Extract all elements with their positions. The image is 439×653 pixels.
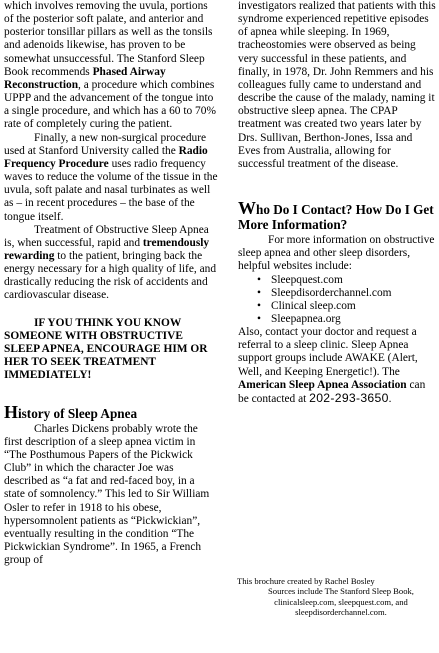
contact-intro: For more information on obstructive sleep apnea and other sleep disorders, helpful websites include: [238,234,435,273]
website-item: • Sleepapnea.org [257,313,437,326]
callout-text: IF YOU THINK YOU KNOW SOMEONE WITH OBSTRUCTIVE SLEEP APNEA, ENCOURAGE HIM OR HER TO SEEK TREATMENT IMMEDIATELY! [4,316,208,382]
history-continued-paragraph: investigators realized that patients with this syndrome experienced repetitive episodes of apnea while sleeping. In 1969, tracheostomies were observed as being very successful in these patients, and finally, in 1978, Dr. John Remmers and his colleagues fully came to understand and describe the cause of the malady, naming it obstructive sleep apnea. The CPAP treatment was created two years later by Drs. Sullivan, Berthon-Jones, Issa and Eves from Australia, allowing for successful treatment of the disease. [238,0,436,170]
brochure-credits [237,576,437,618]
history-heading [4,401,218,422]
treatment-text: to the patient, bringing back the energy necessary for a high quality of life, and drastically reducing the risk of accidents and cardiovascular disease. [4,249,217,302]
website-item: • Clinical sleep.com [257,300,437,313]
website-list [238,274,437,327]
rf-intro: Finally, a new non-surgical procedure used at Stanford University called the [4,131,207,157]
contact-paragraph [238,326,437,406]
uppp-paragraph [4,0,218,132]
phased-airway-text: , a procedure which combines UPPP and the advancement of the tongue into a single procedure, and which has a 60 to 70% rate of completely curing the patient. [4,78,216,131]
uppp-text: which involves removing the uvula, portions of the posterior soft palate, and anterior and posterior tonsillar pillars as well as the tonsils and adenoids likewise, has proven to be somewhat unsuccessful. The Stanford Sleep Book recommends [4,0,213,78]
contact-heading-cap: W [238,198,256,219]
asaa-name: American Sleep Apnea Association [238,378,407,391]
also-text: Also, contact your doctor and request a referral to a sleep clinic. Sleep Apnea support groups include AWAKE (Alert, Well, and Keeping Energetic!). The [238,326,418,378]
contact-heading-rest: ho Do I Contact? How Do I Get More Information? [238,202,434,233]
phone-intro: can be contacted at [238,378,426,405]
left-column [4,0,218,567]
treatment-intro: Treatment of Obstructive Sleep Apnea is, when successful, rapid and [4,223,209,249]
phone-end: . [388,392,392,405]
credit-author: This brochure created by Rachel Bosley [237,576,375,586]
rf-text: uses radio frequency waves to reduce the volume of the tissue in the uvula, soft palate and nasal turbinates as well as – in recent procedures – the base of the tongue itself. [4,157,218,223]
website-item: • Sleepdisorderchannel.com [257,287,437,300]
phased-airway-term: Phased Airway Reconstruction [4,65,166,91]
phone-number: 202-293-3650 [309,390,389,405]
history-heading-cap: H [4,401,19,422]
history-heading-rest: istory of Sleep Apnea [18,405,138,421]
treatment-paragraph [4,224,218,303]
right-column [238,0,437,406]
history-paragraph: Charles Dickens probably wrote the first description of a sleep apnea victim in “The Posthumous Papers of the Pickwick Club” in which the character Joe was described as “a fat and red-faced boy, in a state of somnolency.” This led to Sir William Osler to refer in 1918 to his obese, hypersomnolent patients as “Pickwickian”, eventually resulting in the condition “The Pickwickian Syndrome”. In 1965, a French group of [4,422,210,567]
credit-sources: Sources include The Stanford Sleep Book, clinicalsleep.com, sleepquest.com, and sleepdisorderchannel.com. [268,586,414,618]
rf-term: Radio Frequency Procedure [4,144,208,170]
radio-frequency-paragraph [4,132,218,224]
treatment-term: tremendously rewarding [4,236,210,262]
website-item: • Sleepquest.com [257,274,437,287]
contact-heading [238,198,437,233]
